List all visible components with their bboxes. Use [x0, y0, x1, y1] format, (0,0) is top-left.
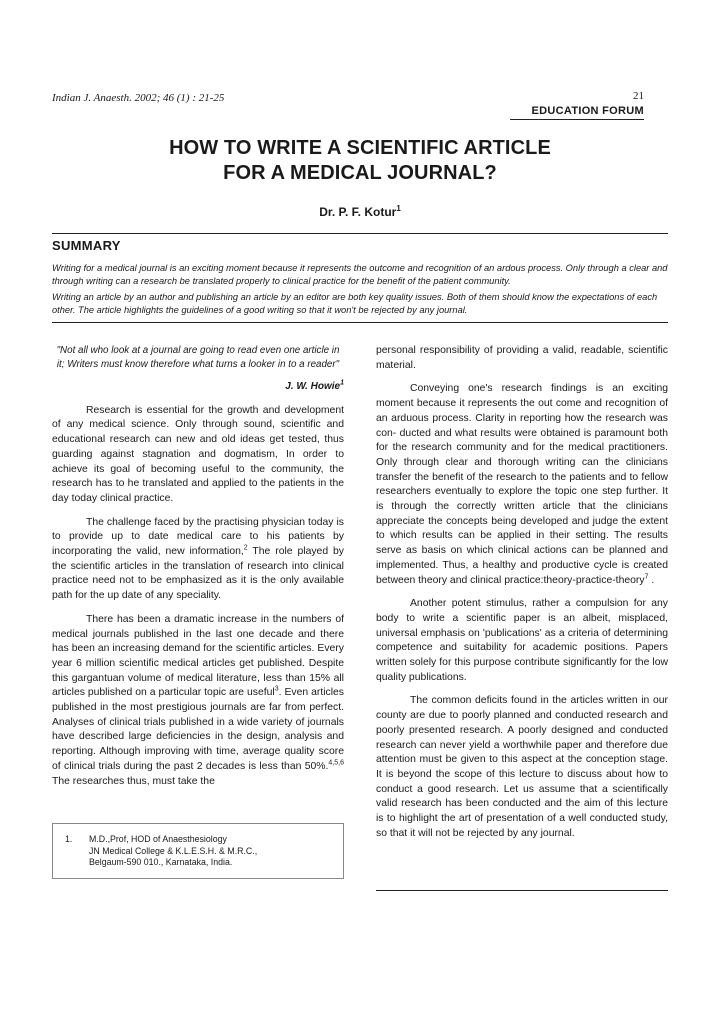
body-paragraph: personal responsibility of providing a valid, readable, scientific material. [376, 345, 668, 371]
summary-top-rule [52, 233, 668, 234]
article-title [60, 136, 660, 186]
body-paragraph: Conveying one's research findings is an exciting moment because it represents the out come and recognition of an arduous process. Clarity in reporting how the research was con- ducted and what results were obtained is paramount both for the research community and for the medical practitioners. Only through clear and thorough writing can the clinicians transfer the benefit of the research to the patients and to fellow researchers eventually to explore the topic one step further. It is through the correctly written article that the clinicians appreciate the concepts being developed and judge the extent to which results can be applied in their setting. The results serve as basis on which clinical actions can be planned and implemented. Thus, a healthy and productive cycle is created between theory and clinical practice:theory-practice-theory$^7$ . [376, 383, 668, 586]
citation-marker: 4,5,6 [328, 759, 344, 767]
page-number: 21 [633, 90, 644, 102]
left-column [52, 344, 344, 798]
footnote-text: M.D.,Prof, HOD of Anaesthesiology JN Medical College & K.L.E.S.H. & M.R.C., Belgaum-590 010., Karnataka, India. [89, 834, 258, 867]
author-affiliation-marker: 1 [396, 204, 401, 213]
section-label: EDUCATION FORUM [531, 105, 644, 117]
title-line-1: HOW TO WRITE A SCIENTIFIC ARTICLE [169, 137, 551, 159]
right-column [376, 344, 668, 851]
citation-marker: 3 [274, 685, 279, 693]
author-byline [60, 204, 660, 219]
body-paragraph: Research is essential for the growth and development of any medical science. Only through sound, scientific and educational research can new and old ideas get tested, thus guarding against stagnation and dogmatism, In order to achieve its goal of becoming useful to the community, the research has to he translated and applied to the patients in the day today clinical practice. [52, 404, 344, 504]
journal-reference: Indian J. Anaesth. 2002; 46 (1) : 21-25 [52, 92, 225, 104]
title-line-2: FOR A MEDICAL JOURNAL? [223, 162, 497, 184]
epigraph-attribution: J. W. Howie$^1$ [285, 379, 344, 392]
footnote-number: 1. [65, 834, 73, 844]
body-paragraph: The common deficits found in the articles written in our county are due to poorly planned and conducted research and poorly presented research. A poorly designed and conducted research can never yield a worthwhile paper and therefore due attention must be given to this aspect at the conception stage. It is beyond the scope of this lecture to discuss about how to conduct a good research. Let us assume that a scientifically valid research has been conducted and the aim of this lecture is to highlight the art of presentation of a well conducted study, so that it will not be rejected by any journal. [376, 695, 668, 839]
body-paragraph: Another potent stimulus, rather a compulsion for any body to write a scientific paper is an albeit, misplaced, universal emphasis on 'publications' as a criteria of determining competence and suitability for academic positions. Papers written solely for this purpose contribute significantly for the low quality publications. [376, 598, 668, 683]
body-paragraph: The challenge faced by the practising physician today is to provide up to date medical care to his patients by incorporating the valid, new information,$^2$ The role played by the scientific articles in the translation of research into clinical practice need not to be emphasized as it is the only available path for the up date of any speciality. [52, 516, 345, 602]
summary-heading: SUMMARY [52, 238, 121, 253]
column-end-rule [376, 890, 668, 891]
author-name: Dr. P. F. Kotur [319, 205, 397, 219]
citation-marker: 7 [644, 573, 649, 581]
summary-paragraph-2: Writing an article by an author and publishing an article by an editor are both key quality issues. Both of them should know the expectations of each other. The article highlights the guidelines of a good writing so that it won't be rejected by any journal. [52, 292, 658, 315]
header-rule [510, 119, 644, 120]
summary-paragraph-1: Writing for a medical journal is an exciting moment because it represents the outcome and recognition of an ardous process. Only through a clear and through writing can a research be translated properly to clinical practice for the benefit of the patient community. [52, 263, 668, 286]
citation-marker: 2 [243, 544, 248, 552]
epigraph-quote: "Not all who look at a journal are going to read even one article in it; Writers must know therefore what turns a looker in to a reader" [56, 345, 340, 370]
body-paragraph: There has been a dramatic increase in the numbers of medical journals published in the last one decade and there has been an increasing demand for the scientific articles. Every year 6 million scientific medical articles get published. Despite this gargantuan volume of medical literature, less than 15% all articles published on a particular topic are useful$^3$. Even articles published in the most prestigious journals are far from perfect. Analyses of clinical trials published in a wide variety of journals have described large deficiencies in the design, analysis and reporting. Although improving with time, average quality score of clinical trials during the past 2 decades is less than 50%.$^{4,5,6}$ The researches thus, must take the [52, 613, 344, 787]
summary-bottom-rule [52, 322, 668, 323]
footnote-box [52, 823, 344, 879]
